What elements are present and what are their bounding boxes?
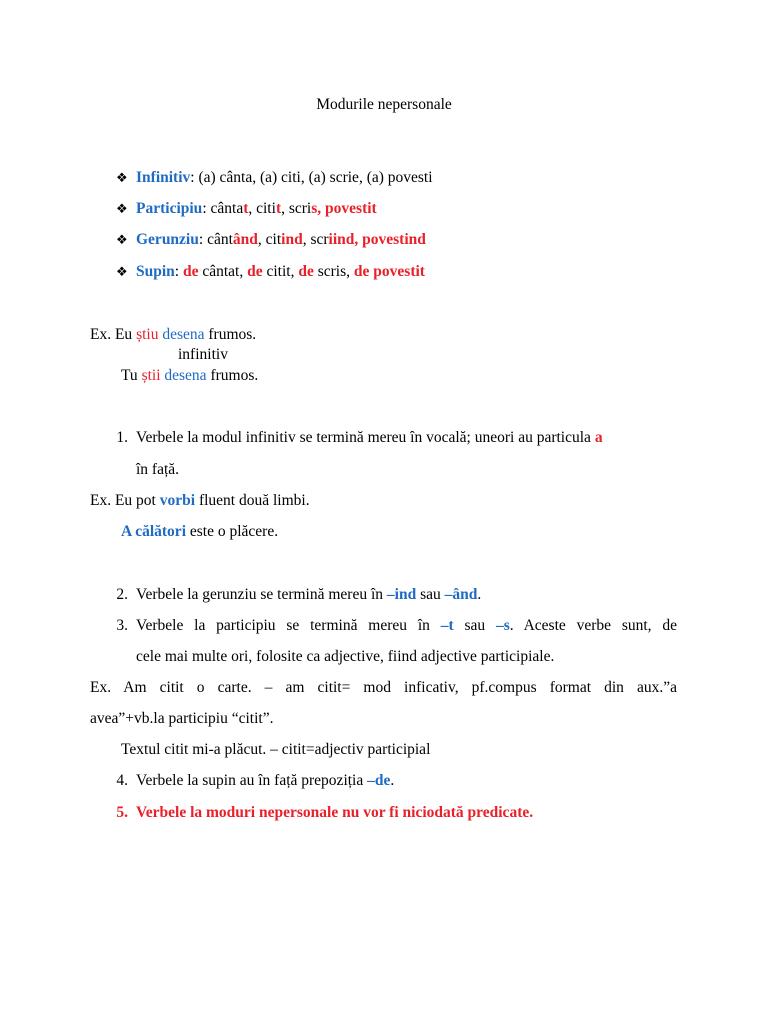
page-title: Modurile nepersonale xyxy=(316,96,452,113)
term-infinitiv: Infinitiv xyxy=(136,169,191,186)
diamond-bullet-icon: ❖ xyxy=(116,170,128,185)
diamond-bullet-icon: ❖ xyxy=(116,264,128,279)
document-page: Modurile nepersonale ❖ Infinitiv: (a) cânta, (a) citi, (a) scrie, (a) povesti ❖ Participiu: cântat, citit, scris, povestit ❖ Gerunziu: cântând, citind, scriind, povestind ❖ Supin: de cântat, de citit, de scris, de povestit Ex. Eu știu desena frumos. infinitiv Tu știi desena frumos. 1. Verbele la modul infinitiv se termină mereu în vocală; uneori au particula a în față. Ex. Eu pot vorbi fluent două limbi. A călători este o plăcere. 2. Verbele la gerunziu se termină mereu în –ind sau –ând. 3. Verbele la participiu se termină mereu în –t sau –s. Aceste verbe sunt, de cele mai multe ori, folosite ca adjective, fiind adjective participiale. Ex. Am citit o carte. – am citit= mod inficativ, pf.compus format din aux.”a avea”+vb.la participiu “citit”. Textul citit mi-a plăcut. – citit=adjectiv participial 4. Verbele la supin au în față prepoziția –de. 5. Verbele la moduri nepersonale nu vor fi niciodată predicate. xyxy=(0,0,768,1024)
diamond-bullet-icon: ❖ xyxy=(116,232,128,247)
bullet-text: (a) cânta, (a) citi, (a) scrie, (a) povesti xyxy=(198,169,433,186)
diamond-bullet-icon: ❖ xyxy=(116,201,128,216)
term-gerunziu: Gerunziu xyxy=(136,231,199,248)
term-participiu: Participiu xyxy=(136,200,203,217)
term-supin: Supin xyxy=(136,263,175,280)
annotation-infinitiv: infinitiv xyxy=(178,346,228,363)
